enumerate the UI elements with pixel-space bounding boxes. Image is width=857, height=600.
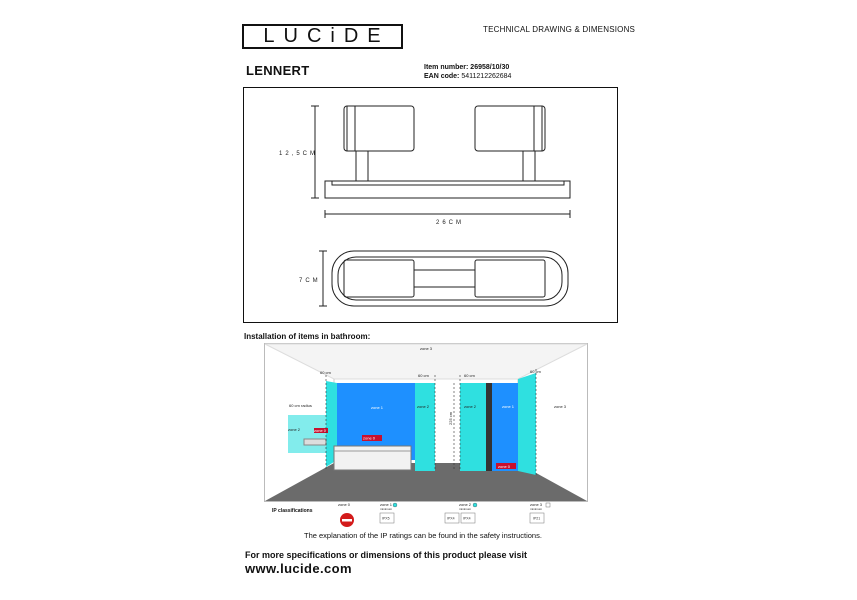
zone0-shower-label: zone 0	[498, 464, 511, 469]
zone2-bath-stripe	[415, 383, 435, 471]
ip-zone3-label: zone 3	[530, 502, 543, 507]
sink	[304, 439, 326, 445]
shower-screen	[486, 383, 492, 471]
product-meta	[424, 63, 511, 81]
length-dim-label: 26CM	[436, 220, 465, 226]
badge-zone2-a: IPX4	[447, 516, 455, 521]
bathtub	[334, 446, 411, 470]
bathroom-section-title: Installation of items in bathroom:	[244, 332, 371, 341]
badge-zone1: IPX5	[382, 516, 390, 521]
zone2-sink-area	[288, 415, 326, 453]
radius-label: 60 cm radius	[289, 403, 312, 408]
document-type: TECHNICAL DRAWING & DIMENSIONS	[483, 25, 636, 34]
base-plate-top	[332, 181, 564, 185]
ean-code: 5411212262684	[461, 73, 512, 80]
width-dim-label: 7CM	[299, 278, 321, 284]
badge-zone2-b: IPX4	[463, 516, 471, 521]
height-dim-label: 12,5CM	[279, 151, 319, 157]
top-view-right-head	[475, 260, 545, 297]
left-spot-ring	[347, 106, 355, 151]
dim-60-right: 60 cm	[530, 369, 541, 374]
ip-zone3-sub: minimum	[530, 507, 543, 511]
ip-explanation: The explanation of the IP ratings can be found in the safety instructions.	[304, 531, 542, 540]
ip-legend-svg	[320, 500, 590, 528]
ip-legend	[320, 500, 590, 528]
ip-zone0-label: zone 0	[338, 502, 351, 507]
zone2-mid-label: zone 2	[417, 404, 430, 409]
item-number: 26958/10/30	[470, 64, 510, 71]
ean-label: EAN code:	[424, 73, 460, 80]
product-name: LENNERT	[246, 63, 310, 78]
technical-drawing	[243, 87, 618, 323]
top-view-left-head	[344, 260, 414, 297]
brand-logo: LUCiDE	[242, 24, 403, 49]
bathroom-svg	[264, 343, 588, 502]
base-plate	[325, 181, 570, 198]
zone3-square-icon	[546, 503, 550, 507]
dim-60-mid: 60 cm	[418, 373, 429, 378]
ip-zone2-sub: minimum	[459, 507, 472, 511]
height-225-label: 225 cm	[448, 411, 453, 425]
zone2-shower-label: zone 2	[464, 404, 477, 409]
item-number-label: Item number:	[424, 64, 469, 71]
top-view-inner	[338, 257, 562, 300]
top-view-plate	[332, 251, 568, 306]
zone3-top-label: zone 3	[420, 346, 433, 351]
dim-60-shower: 60 cm	[464, 373, 475, 378]
bathroom-zones-diagram	[264, 343, 588, 502]
ip-zone2-label: zone 2	[459, 502, 472, 507]
zone2-shower-left	[460, 383, 486, 471]
zone2-shower-right	[518, 373, 536, 475]
zone1-dot-icon	[393, 503, 397, 507]
zone3-right-label: zone 3	[554, 404, 567, 409]
ip-zone1-label: zone 1	[380, 502, 393, 507]
zone0-bath-label: zone 0	[363, 435, 376, 441]
drawing-svg	[244, 88, 619, 324]
website-link[interactable]: www.lucide.com	[245, 561, 352, 576]
left-spot-joint	[356, 151, 368, 181]
dim-60-left: 60 cm	[320, 370, 331, 375]
right-spot-ring	[534, 106, 542, 151]
badge-zone3: IP21	[533, 516, 541, 521]
zone1-shower-label: zone 1	[502, 404, 515, 409]
zone2-sink-label: zone 2	[288, 427, 301, 432]
ip-classifications-label: IP classifications	[272, 508, 313, 514]
zone2-dot-icon	[473, 503, 477, 507]
ip-zone1-sub: minimum	[380, 507, 393, 511]
right-spot-joint	[523, 151, 535, 181]
spec-notice: For more specifications or dimensions of this product please visit	[245, 550, 528, 560]
zone1-bath-label: zone 1	[371, 405, 384, 410]
zone0-sink-label: zone 0	[314, 428, 327, 433]
